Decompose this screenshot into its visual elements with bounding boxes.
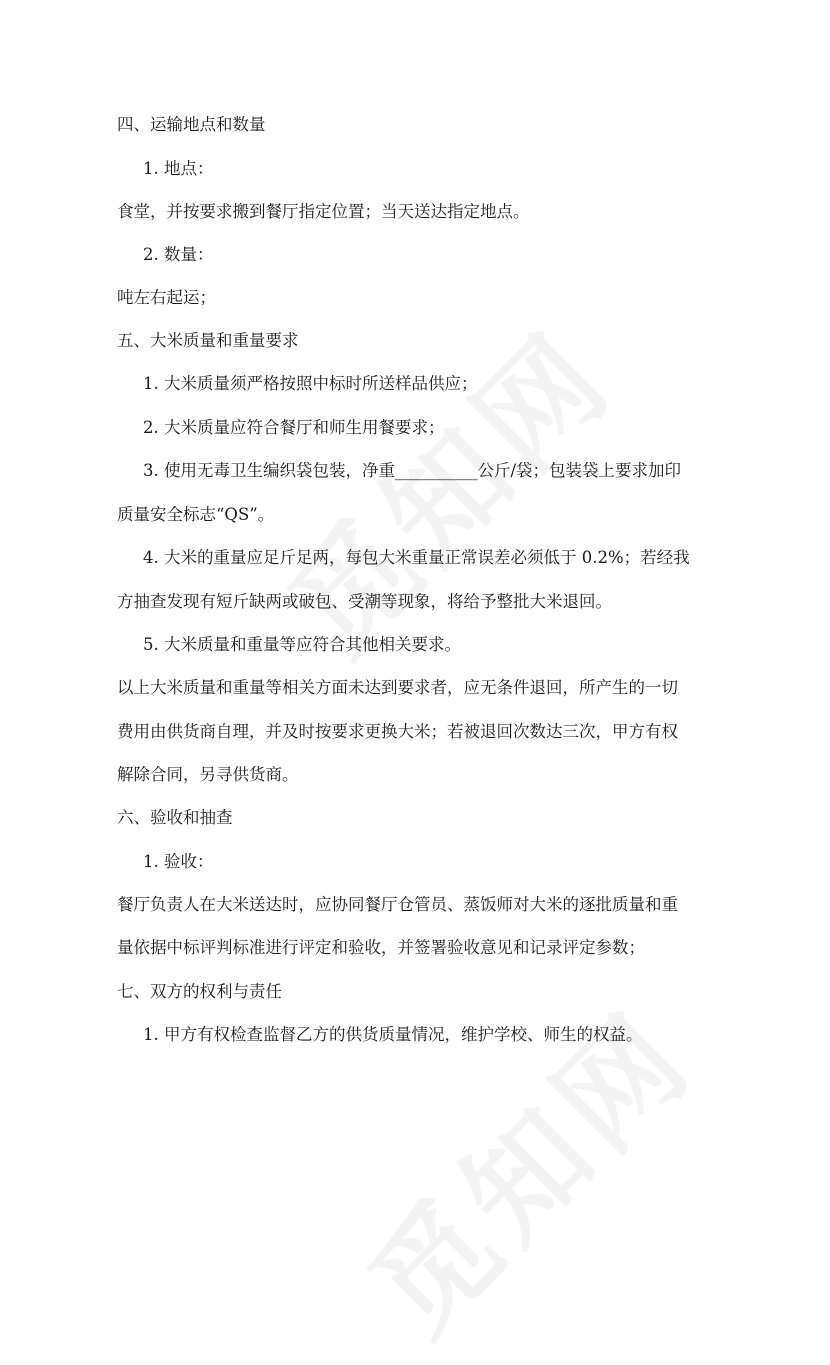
paragraph: 以上大米质量和重量等相关方面未达到要求者，应无条件退回，所产生的一切 xyxy=(117,678,678,697)
list-item: 2. 大米质量应符合餐厅和师生用餐要求； xyxy=(143,418,445,437)
heading-acceptance: 六、验收和抽查 xyxy=(117,808,233,827)
list-item: 4. 大米的重量应足斤足两，每包大米重量正常误差必须低于 0.2%；若经我 xyxy=(143,548,690,567)
list-item: 5. 大米质量和重量等应符合其他相关要求。 xyxy=(143,635,461,654)
heading-rights: 七、双方的权利与责任 xyxy=(117,982,282,1001)
list-item: 2. 数量： xyxy=(143,245,214,264)
heading-transport: 四、运输地点和数量 xyxy=(117,115,266,134)
paragraph: 食堂，并按要求搬到餐厅指定位置；当天送达指定地点。 xyxy=(117,202,530,221)
paragraph: 费用由供货商自理，并及时按要求更换大米；若被退回次数达三次，甲方有权 xyxy=(117,722,678,741)
paragraph: 餐厅负责人在大米送达时，应协同餐厅仓管员、蒸饭师对大米的逐批质量和重 xyxy=(117,895,678,914)
list-item: 1. 大米质量须严格按照中标时所送样品供应； xyxy=(143,374,478,393)
heading-quality: 五、大米质量和重量要求 xyxy=(117,331,299,350)
paragraph: 量依据中标评判标准进行评定和验收，并签署验收意见和记录评定参数； xyxy=(117,938,645,957)
list-item: 1. 甲方有权检查监督乙方的供货质量情况，维护学校、师生的权益。 xyxy=(143,1025,643,1044)
paragraph: 方抽查发现有短斤缺两或破包、受潮等现象，将给予整批大米退回。 xyxy=(117,592,612,611)
list-item: 3. 使用无毒卫生编织袋包装，净重__________公斤/袋；包装袋上要求加印 xyxy=(143,461,682,480)
paragraph: 质量安全标志“QS”。 xyxy=(117,505,275,524)
list-item: 1. 验收： xyxy=(143,852,214,871)
paragraph: 解除合同，另寻供货商。 xyxy=(117,765,299,784)
paragraph: 吨左右起运； xyxy=(117,288,216,307)
list-item: 1. 地点： xyxy=(143,159,214,178)
